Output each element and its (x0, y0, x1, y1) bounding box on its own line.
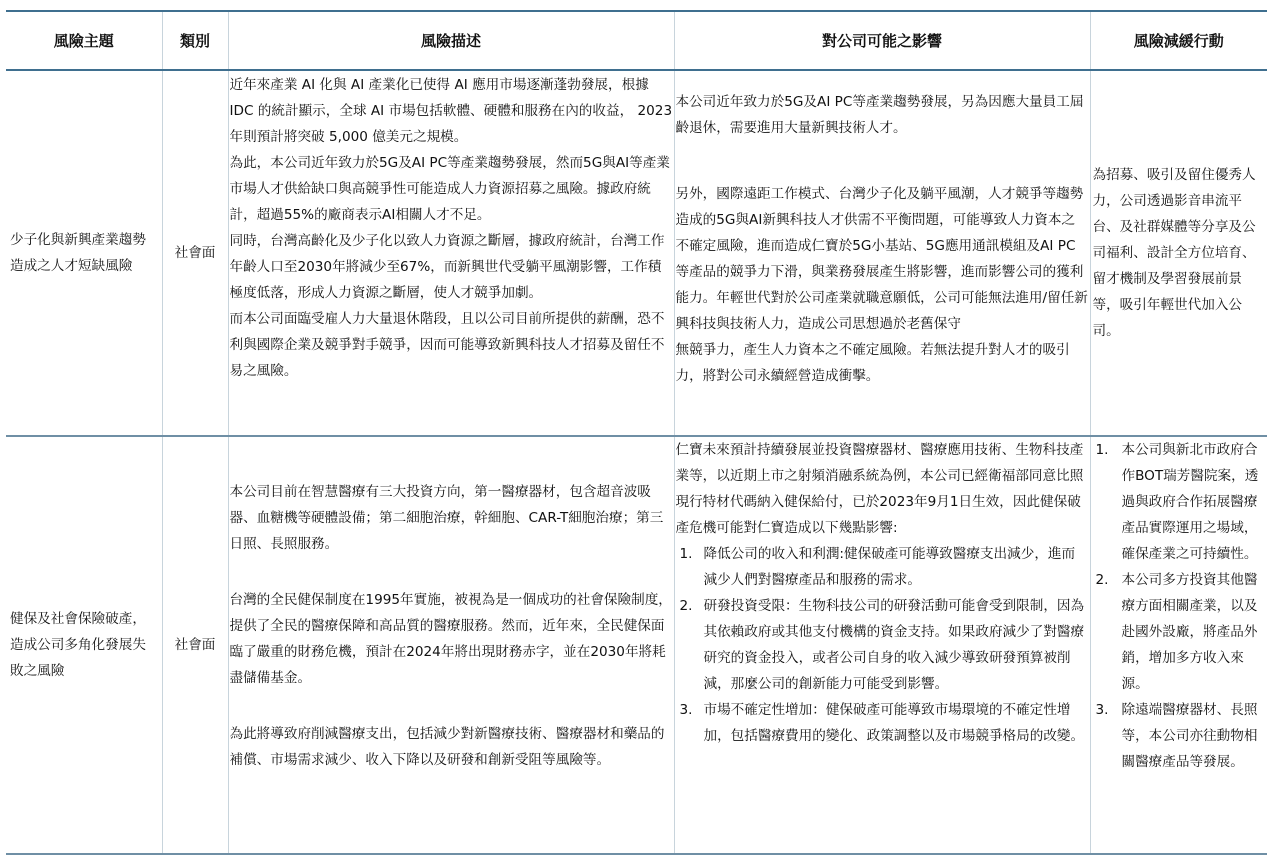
impact-list (676, 541, 1089, 749)
list-number: 3. (679, 702, 693, 718)
header-row (6, 11, 1267, 70)
description-paragraph: 為此，本公司近年致力於5G及AI PC等產業趨勢發展，然而5G與AI等產業市場人才供給缺口與高競爭性可能造成人力資源招募之風險。據政府統計，超過55%的廠商表示AI相關人才不足。 (229, 155, 670, 223)
list-number: 3. (1095, 702, 1109, 718)
list-number: 1. (679, 546, 693, 562)
list-item (676, 593, 1089, 697)
list-item (1092, 697, 1267, 775)
table-row (6, 70, 1267, 436)
description-paragraph: 近年來產業 AI 化與 AI 產業化已使得 AI 應用市場逐漸蓬勃發展，根據 IDC 的統計顯示，全球 AI 市場包括軟體、硬體和服務在內的收益， 2023 年則預計將突破 5,000 億美元之規模。 (229, 77, 673, 145)
list-item (676, 697, 1089, 749)
header-risk-description: 風險描述 (228, 11, 674, 70)
impact-paragraph: 本公司近年致力於5G及AI PC等產業趨勢發展，另為因應大量員工屆齡退休，需要進用大量新興技術人才。 (675, 94, 1084, 136)
description-paragraph: 台灣的全民健保制度在1995年實施，被視為是一個成功的社會保險制度，提供了全民的醫療保障和高品質的醫療服務。然而，近年來，全民健保面臨了嚴重的財務危機，預計在2024年將出現財務赤字，並在2030年將耗盡儲備基金。 (229, 592, 672, 686)
impact-paragraph: 另外，國際遠距工作模式、台灣少子化及躺平風潮，人才競爭等趨勢造成的5G與AI新興科技人才供需不平衡問題，可能導致人力資本之不確定風險，進而造成仁寶於5G小基站、5G應用通訊模組及AI PC等產品的競爭力下滑，與業務發展產生將影響，進而影響公司的獲利能力。年輕世代對於公司產業就職意願低，公司可能無法進用/留任新興科技與技術人力，造成公司思想過於老舊保守 (675, 186, 1088, 332)
list-item (1092, 567, 1267, 697)
header-impact: 對公司可能之影響 (674, 11, 1090, 70)
risk-category: 社會面 (162, 436, 228, 854)
risk-mitigation: 為招募、吸引及留住優秀人力，公司透過影音串流平台、及社群媒體等分享及公司福利、設計全方位培育、留才機制及學習發展前景等，吸引年輕世代加入公司。 (1090, 70, 1267, 436)
list-text: 研發投資受限：生物科技公司的研發活動可能會受到限制，因為其依賴政府或其他支付機構的資金支持。如果政府減少了對醫療研究的資金投入，或者公司自身的收入減少導致研發預算被削減，那麼公司的創新能力可能受到影響。 (703, 598, 1085, 692)
list-item (1092, 437, 1267, 567)
list-number: 2. (1095, 572, 1109, 588)
mitigation-list (1092, 437, 1267, 775)
header-category: 類別 (162, 11, 228, 70)
description-paragraph: 而本公司面臨受雇人力大量退休階段，且以公司目前所提供的薪酬，恐不利與國際企業及競爭對手競爭，因而可能導致新興科技人才招募及留任不易之風險。 (229, 311, 665, 379)
risk-topic: 少子化與新興產業趨勢造成之人才短缺風險 (6, 70, 162, 436)
list-text: 市場不確定性增加：健保破產可能導致市場環境的不確定性增加，包括醫療費用的變化、政策調整以及市場競爭格局的改變。 (703, 702, 1085, 744)
risk-topic: 健保及社會保險破產，造成公司多角化發展失敗之風險 (6, 436, 162, 854)
risk-description (228, 436, 674, 854)
list-text: 除遠端醫療器材、長照等，本公司亦往動物相關醫療產品等發展。 (1121, 702, 1258, 770)
table-row (6, 436, 1267, 854)
risk-description (228, 70, 674, 436)
header-mitigation: 風險減緩行動 (1090, 11, 1267, 70)
description-paragraph: 為此將導致府削減醫療支出，包括減少對新醫療技術、醫療器材和藥品的補償、市場需求減少、收入下降以及研發和創新受阻等風險等。 (229, 726, 665, 768)
risk-table (6, 10, 1267, 855)
risk-category: 社會面 (162, 70, 228, 436)
description-paragraph: 同時，台灣高齡化及少子化以致人力資源之斷層，據政府統計，台灣工作年齡人口至2030年將減少至67%，而新興世代受躺平風潮影響，工作積極度低落，形成人力資源之斷層，使人才競爭加劇。 (229, 233, 665, 301)
list-item (676, 541, 1089, 593)
list-text: 降低公司的收入和利潤:健保破產可能導致醫療支出減少，進而減少人們對醫療產品和服務的需求。 (703, 546, 1076, 588)
risk-mitigation (1090, 436, 1267, 854)
risk-impact (674, 436, 1090, 854)
impact-intro: 仁寶未來預計持續發展並投資醫療器材、醫療應用技術、生物科技產業等，以近期上市之射頻消融系統為例，本公司已經衛福部同意比照現行特材代碼納入健保給付，已於2023年9月1日生效，因此健保破產危機可能對仁寶造成以下幾點影響: (675, 442, 1084, 536)
list-number: 2. (679, 598, 693, 614)
risk-impact (674, 70, 1090, 436)
header-risk-topic: 風險主題 (6, 11, 162, 70)
impact-paragraph: 無競爭力，產生人力資本之不確定風險。若無法提升對人才的吸引力，將對公司永續經營造成衝擊。 (675, 342, 1070, 384)
list-number: 1. (1095, 442, 1109, 458)
description-paragraph: 本公司目前在智慧醫療有三大投資方向，第一醫療器材，包含超音波吸器、血糖機等硬體設備；第二細胞治療，幹細胞、CAR-T細胞治療；第三日照、長照服務。 (229, 484, 664, 552)
list-text: 本公司與新北市政府合作BOT瑞芳醫院案，透過與政府合作拓展醫療產品實際運用之場域，確保產業之可持續性。 (1121, 442, 1259, 562)
list-text: 本公司多方投資其他醫療方面相關產業，以及赴國外設廠，將產品外銷，增加多方收入來源。 (1121, 572, 1258, 692)
